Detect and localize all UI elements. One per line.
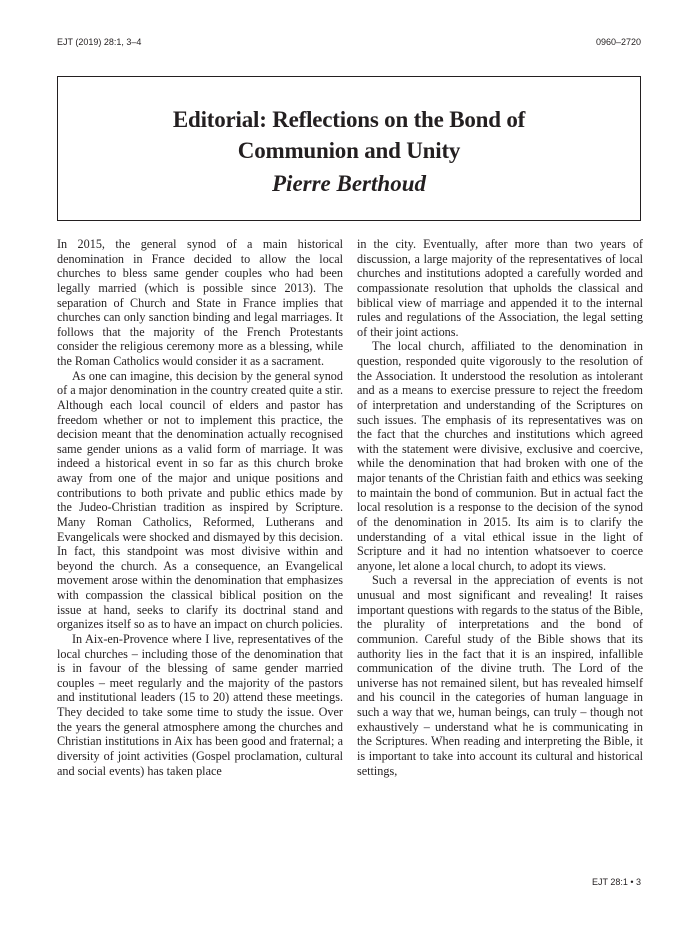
page-folio: EJT 28:1 • 3 (591, 877, 641, 887)
title-box (57, 76, 641, 221)
paragraph: In Aix-en-Provence where I live, representatives of the local churches – including those of the denomination that is in favour of the blessing of same gender married couples – meet regularly and the majority of the pastors and institutional leaders (15 to 20) attend these meetings. They decided to take some time to study the issue. Over the years the general atmosphere among the churches and Christian institutions in Aix has been good and fraternal; a diversity of joint activities (Gospel proclamation, cultural and social events) has taken place (57, 631, 343, 778)
paragraph: In 2015, the general synod of a main historical denomination in France decided to allow the local churches to bless same gender couples who had been legally married (which is possible since 2013). The separation of Church and State in France implies that churches can only sanction binding and legal marriages. It follows that the majority of the French Protestants consider the religious ceremony more as a blessing, while the Roman Catholics would consider it as a sacrament. (57, 237, 343, 368)
article-title-line-2: Communion and Unity (237, 138, 461, 163)
paragraph: The local church, affiliated to the denomination in question, responded quite vigorously to the resolution of the Association. It understood the resolution as intolerant and as a means to exercise pressure to reject the freedom of interpretation and understanding of the Scriptures on such issues. The emphasis of its representatives was on the fact that the churches and institutions which agreed with the statement were divisive, exclusive and coercive, while the denomination that had broken with one of the major tenants of the Christian faith and ethics was seeking to maintain the bond of communion. But in actual fact the local resolution is a response to the decision of the synod of the denomination in 2015. Its aim is to clarify the understanding of a vital ethical issue in the light of Scripture and it had no intention whatsoever to coerce anyone, let alone a local church, to adopt its views. (357, 339, 643, 573)
body-column-left (57, 237, 343, 778)
paragraph: As one can imagine, this decision by the general synod of a major denomination in the country created quite a stir. Although each local council of elders and pastor has freedom whether or not to implement this practice, the decision meant that the denomination actually recognised same gender unions as a valid form of marriage. It was indeed a historical event in so far as this church broke away from one of the major and unique positions and contributions to both private and public ethics made by the Judeo-Christian tradition as inspired by Scripture. Many Roman Catholics, Reformed, Lutherans and Evangelicals were shocked and dismayed by this decision. In fact, this standpoint was most divisive within and beyond the church. As a consequence, an Evangelical movement arose within the denomination that emphasizes with compassion the classical biblical position on the issue at hand, seeks to clarify its doctrinal stand and organizes itself so as to have an impact on church policies. (57, 368, 343, 632)
body-column-right (357, 237, 643, 778)
paragraph: Such a reversal in the appreciation of events is not unusual and most significant and revealing! It raises important questions with regards to the status of the Bible, the plurality of interpretations and the bond of communion. Careful study of the Bible shows that its authority lies in the fact that it is an inspired, infallible communication of the divine truth. The Lord of the universe has not remained silent, but has revealed himself and his council in the categories of human language in such a way that we, human beings, can truly – though not exhaustively – understand what he is communicating in the Scriptures. When reading and interpreting the Bible, it is important to take into account its cultural and historical settings, (357, 573, 643, 778)
author-name: Pierre Berthoud (272, 171, 426, 196)
running-head-citation: EJT (2019) 28:1, 3–4 (57, 37, 142, 47)
article-title-line-1: Editorial: Reflections on the Bond of (172, 107, 526, 132)
paragraph: in the city. Eventually, after more than two years of discussion, a large majority of the representatives of local churches and institutions adopted a carefully worded and compassionate resolution that upholds the classical and biblical view of marriage and appended it to the internal rules and regulations of the Association, the legal setting of their joint actions. (357, 237, 643, 339)
article-title (58, 104, 640, 166)
running-head-issn: 0960–2720 (595, 37, 641, 47)
